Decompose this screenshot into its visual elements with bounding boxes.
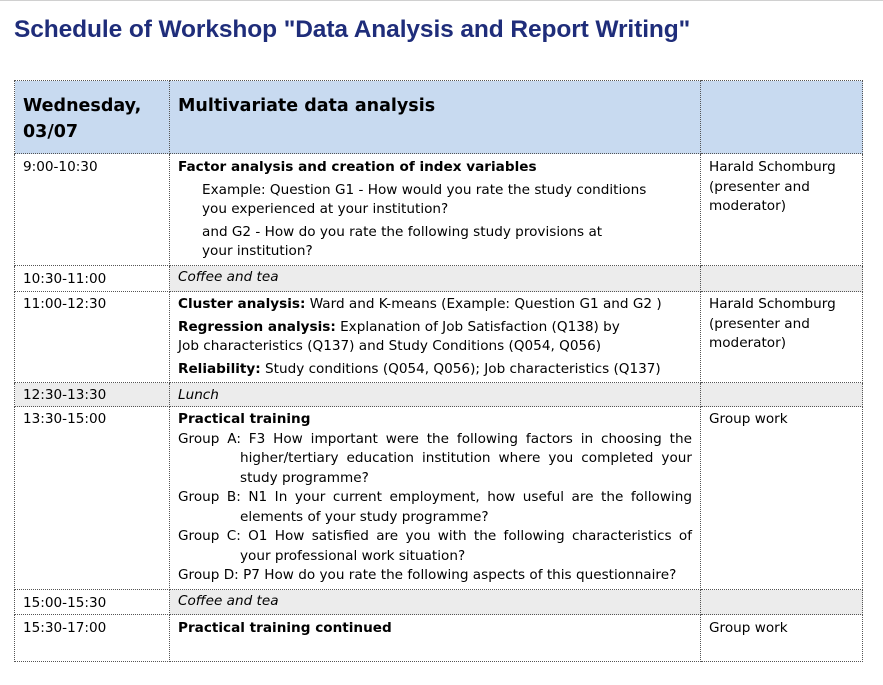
time-cell: 9:00-10:30 <box>15 154 170 266</box>
session-title: Practical training <box>178 411 311 427</box>
group-text: P7 How do you rate the following aspects of this questionnaire? <box>243 567 677 583</box>
table-header-row <box>15 81 863 154</box>
group-item <box>178 488 692 527</box>
group-text: N1 In your current employment, how useful are the following elements of your study programme? <box>240 489 692 525</box>
time-cell: 15:30-17:00 <box>15 615 170 662</box>
top-border-line <box>0 0 883 1</box>
session-bold: Reliability: <box>178 360 261 377</box>
table-row <box>15 407 863 590</box>
time-cell: 11:00-12:30 <box>15 292 170 383</box>
group-text: O1 How satisfied are you with the following characteristics of your professional work situation? <box>240 528 692 564</box>
session-cell <box>170 154 701 266</box>
presenter-cell <box>701 590 863 615</box>
group-item <box>178 430 692 489</box>
presenter-cell: Harald Schomburg (presenter and moderator) <box>701 154 863 266</box>
presenter-cell <box>701 266 863 292</box>
page-title: Schedule of Workshop "Data Analysis and Report Writing" <box>14 16 691 43</box>
header-day: Wednesday, 03/07 <box>15 81 170 154</box>
presenter-cell: Harald Schomburg (presenter and moderator) <box>701 292 863 383</box>
session-bold: Cluster analysis: <box>178 296 306 312</box>
session-detail: and G2 - How do you rate the following study provisions at your institution? <box>202 223 603 259</box>
header-topic: Multivariate data analysis <box>170 81 701 154</box>
table-row <box>15 266 863 292</box>
group-text: F3 How important were the following factors in choosing the higher/tertiary education institution where you completed your study programme? <box>240 430 692 486</box>
group-label: Group D: <box>178 567 239 583</box>
header-empty <box>701 81 863 154</box>
schedule-table <box>14 80 863 662</box>
session-title: Practical training continued <box>170 615 701 662</box>
presenter-cell: Group work <box>701 615 863 662</box>
session-text: Explanation of Job Satisfaction (Q138) by Job characteristics (Q137) and Study Conditions (Q054, Q056) <box>178 318 620 354</box>
session-detail: Example: Question G1 - How would you rate the study conditions you experienced at your institution? <box>202 181 647 217</box>
presenter-cell: Group work <box>701 407 863 590</box>
table-row <box>15 590 863 615</box>
session-bold: Regression analysis: <box>178 318 336 335</box>
break-cell: Coffee and tea <box>170 266 701 292</box>
session-line <box>178 295 692 315</box>
table-row <box>15 292 863 383</box>
time-cell: 15:00-15:30 <box>15 590 170 615</box>
table-row <box>15 615 863 662</box>
table-row <box>15 383 863 407</box>
group-item <box>178 566 692 586</box>
session-cell <box>170 407 701 590</box>
session-line <box>178 318 692 357</box>
time-cell: 10:30-11:00 <box>15 266 170 292</box>
group-item <box>178 527 692 566</box>
break-cell: Lunch <box>170 383 701 407</box>
presenter-cell <box>701 383 863 407</box>
session-title: Factor analysis and creation of index variables <box>178 159 537 175</box>
break-cell: Coffee and tea <box>170 590 701 615</box>
session-cell <box>170 292 701 383</box>
session-text: Study conditions (Q054, Q056); Job characteristics (Q137) <box>260 360 661 377</box>
session-text: Ward and K-means (Example: Question G1 and G2 ) <box>305 296 662 312</box>
group-label: Group B: <box>178 489 241 505</box>
time-cell: 12:30-13:30 <box>15 383 170 407</box>
time-cell: 13:30-15:00 <box>15 407 170 590</box>
session-line <box>178 360 692 380</box>
table-row <box>15 154 863 266</box>
group-label: Group C: <box>178 528 241 544</box>
group-label: Group A: <box>178 430 241 447</box>
